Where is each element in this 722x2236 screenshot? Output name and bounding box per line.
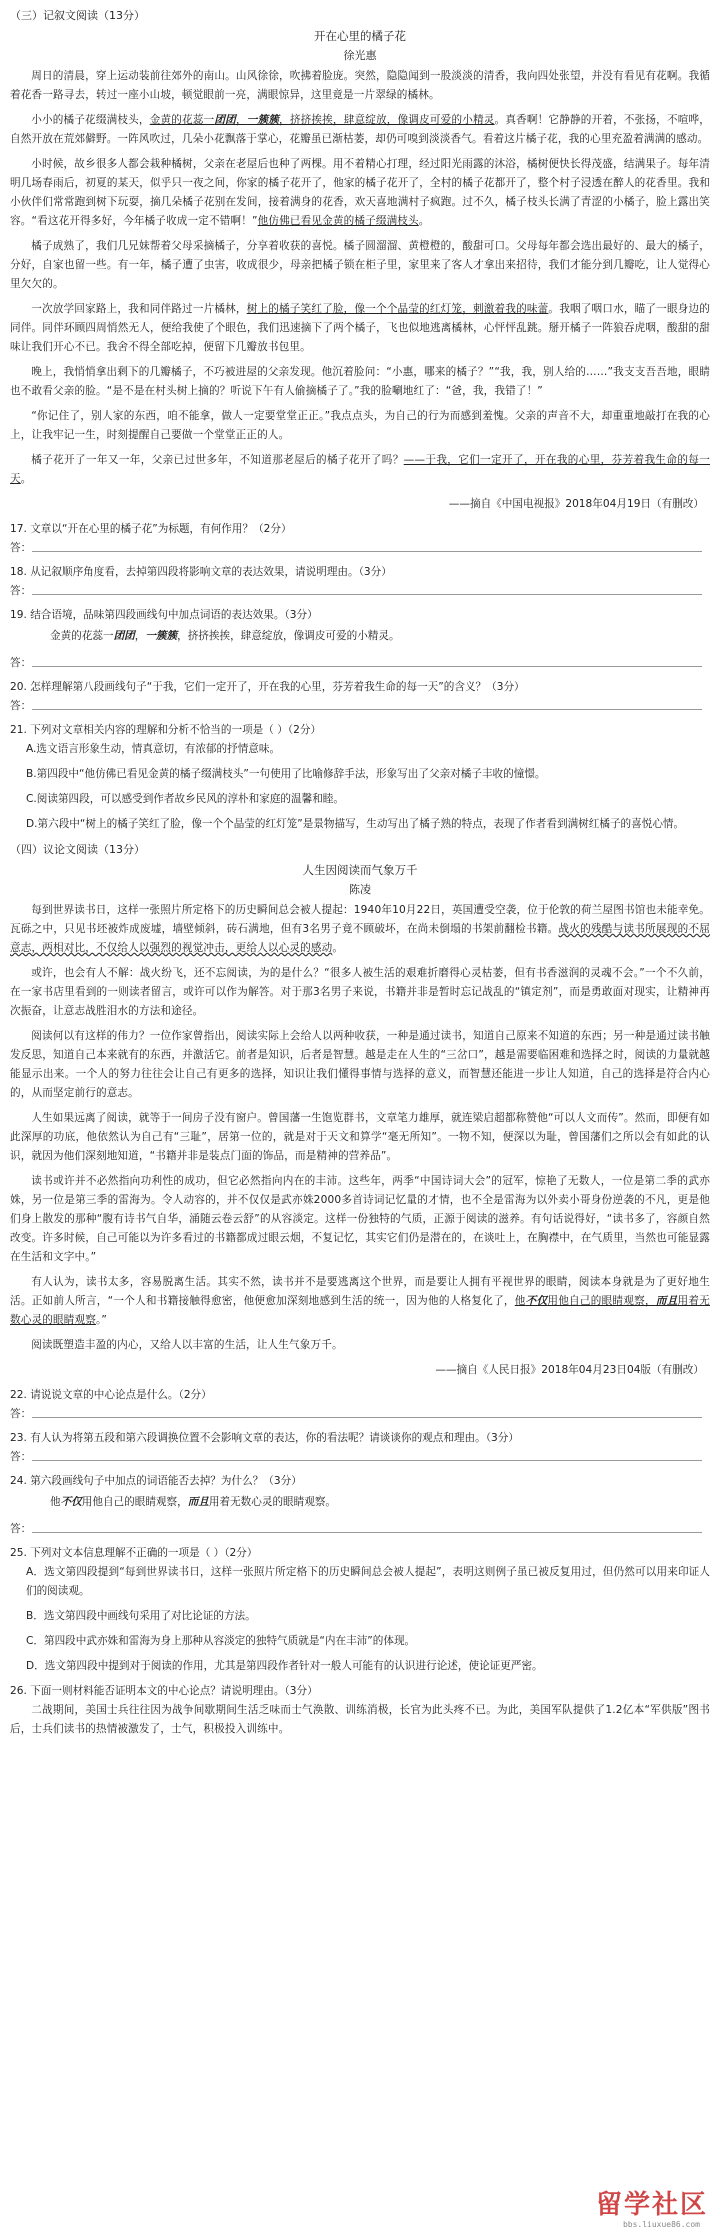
source-citation: ——摘自《中国电视报》2018年04月19日（有删改） <box>448 498 704 510</box>
article-title: 人生因阅读而气象万千 <box>302 863 418 877</box>
section-heading: （四）议论文阅读（13分） <box>10 843 145 856</box>
paragraph: 晚上，我悄悄拿出剩下的几瓣橘子，不巧被进屋的父亲发现。他沉着脸问：“小惠，哪来的橘子？”“我，我，别人给的……”我支支吾吾地，眼睛也不敢看父亲的脸。“是不是在村头树上摘的？听说下午有人偷摘橘子了。”我的脸唰地红了：“爸，我，我错了！” <box>10 366 710 397</box>
paragraph: 周日的清晨，穿上运动装前往郊外的南山。山风徐徐，吹拂着脸庞。突然，隐隐闻到一股淡淡的清香，我向四处张望，并没有看见有花啊。我循着花香一路寻去，转过一座小山坡，顿觉眼前一亮，满眼惊异，这里竟是一片翠绿的橘林。 <box>10 70 710 101</box>
option-d: D.第六段中“树上的橘子笑红了脸，像一个个晶莹的红灯笼”是景物描写，生动写出了橘子熟的特点，表现了作者看到满树红橘子的喜悦心情。 <box>26 818 685 830</box>
question: 26. 下面一则材料能否证明本文的中心论点？请说明理由。（3分） <box>10 1685 318 1697</box>
article-author: 陈凌 <box>349 883 371 896</box>
underlined-sentence: ——于我，它们一定开了，开在我的心里，芬芳着我生命的每一天 <box>10 454 710 485</box>
question: 18. 从记叙顺序角度看，去掉第四段将影响文章的表达效果，请说明理由。（3分） <box>10 566 392 578</box>
paragraph: 二战期间，美国士兵往往因为战争间歇期间生活乏味而士气涣散、训练消极，长官为此头疼不已。为此，美国军队提供了1.2亿本“军供版”图书后，士兵们读书的热情被激发了，士气，积极投入训练中。 <box>10 1704 710 1735</box>
underlined-sentence: 战火的残酷与读书所展现的不屈意志，两相对比，不仅给人以强烈的视觉冲击，更给人以心灵的感动 <box>10 923 710 954</box>
answer-line[interactable]: 答： <box>10 1405 710 1422</box>
answer-line[interactable]: 答： <box>10 697 710 714</box>
question: 22. 请说说文章的中心论点是什么。（2分） <box>10 1389 212 1401</box>
watermark-url: bbs.liuxue86.com <box>622 2220 700 2229</box>
paragraph: 读书或许并不必然指向功利性的成功，但它必然指向内在的丰沛。这些年，两季“中国诗词大会”的冠军，惊艳了无数人，一位是第二季的武亦姝，另一位是第三季的雷海为。令人动容的，并不仅仅是武亦姝2000多首诗词记忆量的才情，也不全是雷海为以外卖小哥身份逆袭的不凡，更是他们身上散发的那种“腹有诗书气自华，涌随云卷云舒”的从容淡定。这样一份独特的气质，正源于阅读的滋养。有句话说得好，“读书多了，容颜自然改变。许多时候，自己可能以为许多看过的书籍都成过眼云烟，不复记忆，其实它们仍是潜在的，在谈吐上，在胸襟中，在气质里，当然也可能显露在生活和文字中。” <box>10 1175 710 1263</box>
option-d: D．选文第四段中提到对于阅读的作用，尤其是第四段作者针对一般人可能有的认识进行论述，使论证更严密。 <box>26 1660 543 1672</box>
question: 25. 下列对文本信息理解不正确的一项是（ ）（2分） <box>10 1547 258 1559</box>
option-a: A.选文语言形象生动，情真意切，有浓郁的抒情意味。 <box>26 743 281 755</box>
paragraph: 有人认为，读书太多，容易脱离生活。其实不然，读书并不是要逃离这个世界，而是要让人拥有平视世界的眼睛，阅读本身就是为了更好地生活。正如前人所言，“一个人和书籍接触得愈密，他便愈加深刻地感到生活的统一，因为他的人格复化了，他不仅用他自己的眼睛观察，而且用着无数心灵的眼睛观察。” <box>10 1276 710 1326</box>
paragraph: 一次放学回家路上，我和同伴路过一片橘林，树上的橘子笑红了脸，像一个个晶莹的红灯笼，刺激着我的味蕾。我咽了咽口水，瞄了一眼身边的同伴。同伴环顾四周悄然无人，便给我使了个眼色，我们迅速摘下了两个橘子，飞也似地逃离橘林，心怦怦乱跳。掰开橘子一阵狼吞虎咽，酸甜的甜味让我们开心不已。我舍不得全部吃掉，便留下几瓣放书包里。 <box>10 303 711 353</box>
question: 19. 结合语境，品味第四段画线句中加点词语的表达效果。（3分） <box>10 609 318 621</box>
quoted-sentence: 金黄的花蕊一团团，一簇簇，挤挤挨挨，肆意绽放，像调皮可爱的小精灵。 <box>50 630 400 642</box>
paragraph: 橘子花开了一年又一年，父亲已过世多年，不知道那老屋后的橘子花开了吗？——于我，它们一定开了，开在我的心里，芬芳着我生命的每一天。 <box>10 454 710 485</box>
article-author: 徐光惠 <box>343 49 377 62</box>
watermark-logo <box>558 2190 708 2232</box>
underlined-sentence: 树上的橘子笑红了脸，像一个个晶莹的红灯笼，刺激着我的味蕾 <box>246 303 549 315</box>
answer-line[interactable]: 答： <box>10 654 710 671</box>
source-citation: ——摘自《人民日报》2018年04月23日04版（有删改） <box>435 1364 704 1376</box>
article-title: 开在心里的橘子花 <box>314 29 406 43</box>
underlined-sentence: 他仿佛已看见金黄的橘子缀满枝头 <box>257 215 419 227</box>
paragraph: 阅读既塑造丰盈的内心，又给人以丰富的生活，让人生气象万千。 <box>31 1339 343 1351</box>
quoted-sentence: 他不仅用他自己的眼睛观察，而且用着无数心灵的眼睛观察。 <box>50 1496 337 1508</box>
option-a: A．选文第四段提到“每到世界读书日，这样一张照片所定格下的历史瞬间总会被人提起”，表明这则例子虽已被反复用过，但仍然可以用来印证人们的阅读观。 <box>26 1566 710 1597</box>
answer-line[interactable]: 答： <box>10 1448 710 1465</box>
option-c: C．第四段中武亦姝和雷海为身上那种从容淡定的独特气质就是“内在丰沛”的体现。 <box>26 1635 416 1647</box>
section-heading: （三）记叙文阅读（13分） <box>10 9 145 22</box>
underlined-sentence: 他不仅用他自己的眼睛观察，而且用着无数心灵的眼睛观察 <box>10 1295 710 1326</box>
option-b: B．选文第四段中画线句采用了对比论证的方法。 <box>26 1610 256 1622</box>
underlined-sentence: 金黄的花蕊一团团，一簇簇，挤挤挨挨，肆意绽放，像调皮可爱的小精灵 <box>149 114 495 126</box>
question: 24. 第六段画线句子中加点的词语能否去掉？为什么？（3分） <box>10 1475 302 1487</box>
paragraph: 橘子成熟了，我们几兄妹帮着父母采摘橘子，分享着收获的喜悦。橘子圆溜溜、黄橙橙的，酸甜可口。父母每年都会选出最好的、最大的橘子，分好，自家也留一些。有一年，橘子遭了虫害，收成很少，母亲把橘子锁在柜子里，家里来了客人才拿出来招待，我们才能分到几瓣吃，让人觉得心里欠欠的。 <box>10 240 710 290</box>
option-b: B.第四段中“他仿佛已看见金黄的橘子缀满枝头”一句使用了比喻修辞手法，形象写出了父亲对橘子丰收的憧憬。 <box>26 768 546 780</box>
paragraph: 人生如果远离了阅读，就等于一间房子没有窗户。曾国藩一生饱览群书，文章笔力雄厚，就连梁启超都称赞他“可以人文而传”。然而，即便有如此深厚的功底，他依然认为自己有“三耻”，居第一位的，就是对于天文和算学“毫无所知”。一物不知，便深以为耻，曾国藩们之所以会有如此的认识，就因为他们深刻地知道，“书籍并非是装点门面的饰品，而是精神的营养品”。 <box>10 1112 710 1162</box>
question: 23. 有人认为将第五段和第六段调换位置不会影响文章的表达，你的看法呢？请谈谈你的观点和理由。（3分） <box>10 1432 519 1444</box>
paragraph: 小小的橘子花缀满枝头，金黄的花蕊一团团，一簇簇，挤挤挨挨，肆意绽放，像调皮可爱的小精灵。真香啊！它静静的开着，不张扬，不喧哗，自然开放在荒郊僻野。一阵风吹过，几朵小花飘落于掌心，花瓣虽已渐枯萎，却仍可嗅到淡淡香气。看着这片橘子花，我的心里充盈着满满的感动。 <box>10 114 711 145</box>
paragraph: “你记住了，别人家的东西，咱不能拿，做人一定要堂堂正正。”我点点头，为自己的行为而感到羞愧。父亲的声音不大，却重重地敲打在我的心上，让我牢记一生，时刻提醒自己要做一个堂堂正正的人。 <box>10 410 710 441</box>
paragraph: 阅读何以有这样的伟力？一位作家曾指出，阅读实际上会给人以两种收获，一种是通过读书，知道自己原来不知道的东西；另一种是通过读书触发反思，知道自己本来就有的东西，并激活它。前者是知识，后者是智慧。越是走在人生的“三岔口”，越是需要临困难和选择之时，阅读的力量就越能显示出来。一个人的努力往往会让自己有更多的选择，知识让我们懂得事情与选择的意义，而智慧还能进一步让人知道，自己的选择是符合内心的，从而坚定前行的意志。 <box>10 1030 710 1099</box>
paragraph: 或许，也会有人不解：战火纷飞，还不忘阅读，为的是什么？“很多人被生活的艰难折磨得心灵枯萎，但有书香滋润的灵魂不会。”一个不久前，在一家书店里看到的一则读者留言，或许可以作为解答。对于那3名男子来说，书籍并非是暂时忘记战乱的“镇定剂”，而是勇敢面对现实，让精神再次振奋，让意志战胜泪水的方法和途径。 <box>10 967 710 1017</box>
option-c: C.阅读第四段，可以感受到作者故乡民风的淳朴和家庭的温馨和睦。 <box>26 793 344 805</box>
paragraph: 小时候，故乡很多人都会栽种橘树，父亲在老屋后也种了两棵。用不着精心打理，经过阳光雨露的沐浴，橘树便快长得茂盛，结满果子。每年清明几场春雨后，初夏的某天，似乎只一夜之间，你家的橘子花开了，他家的橘子花开了，全村的橘子花都开了，整个村子浸透在醉人的花香里。我和小伙伴们常常跑到树下玩耍，摘几朵橘子花别在发间，接着满身的花香，欢天喜地满村子疯跑。过不久，橘子枝头长满了青涩的小橘子，脸上露出笑容。“看这花开得多好，今年橘子收成一定不错啊！”他仿佛已看见金黄的橘子缀满枝头。 <box>10 158 710 227</box>
paragraph: 每到世界读书日，这样一张照片所定格下的历史瞬间总会被人提起：1940年10月22日，英国遭受空袭，位于伦敦的荷兰屋图书馆也未能幸免。瓦砾之中，只见书坯被炸成废墟，墙壁倾斜，砖石满地，但有3名男子竟不顾破坏，在尚未倒塌的书架前翻检书籍。战火的残酷与读书所展现的不屈意志，两相对比，不仅给人以强烈的视觉冲击，更给人以心灵的感动。 <box>10 904 710 954</box>
answer-line[interactable]: 答： <box>10 1520 710 1537</box>
question: 21. 下列对文章相关内容的理解和分析不恰当的一项是（ ）（2分） <box>10 724 322 736</box>
answer-line[interactable]: 答： <box>10 582 710 599</box>
watermark-brand: 留学社区 <box>595 2190 708 2220</box>
question: 17. 文章以“开在心里的橘子花”为标题，有何作用？（2分） <box>10 523 292 535</box>
question: 20. 怎样理解第八段画线句子“于我，它们一定开了，开在我的心里，芬芳着我生命的每一天”的含义？（3分） <box>10 681 525 693</box>
answer-line[interactable]: 答： <box>10 539 710 556</box>
